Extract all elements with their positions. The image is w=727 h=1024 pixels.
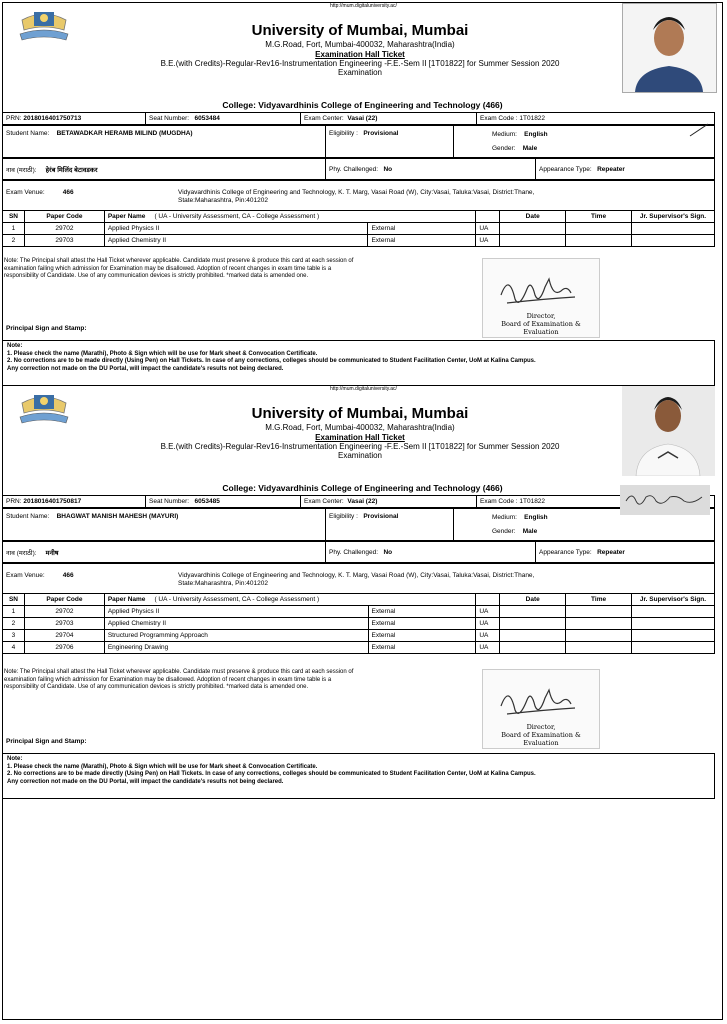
seat-number: 6053485 <box>194 498 220 505</box>
eligibility: Provisional <box>363 130 399 137</box>
student-photo <box>622 3 717 93</box>
course-line: B.E.(with Credits)-Regular-Rev16-Instrumentation Engineering -F.E.-Sem II [1T01822] for Summer Session 2020 <box>160 442 560 451</box>
note-3: Any correction not made on the DU Portal, will impact the candidate's results not being declared. <box>7 365 284 372</box>
college-name: College: Vidyavardhinis College of Engineering and Technology (466) <box>222 100 503 110</box>
marathi-row: नाव (मराठी): हेरंब मिलिंद बेटावडकर Phy. Challenged: No Appearance Type: Repeater <box>2 158 715 180</box>
student-signature-icon <box>620 118 710 148</box>
student-name: BETAWADKAR HERAMB MILIND (MUGDHA) <box>56 130 193 137</box>
student-row: Student Name: BETAWADKAR HERAMB MILIND (MUGDHA) Eligibility : Provisional Medium: English Gender: Male <box>2 125 715 158</box>
venue-state: State:Maharashtra, Pin:401202 <box>178 580 268 587</box>
appearance-type: Repeater <box>597 548 625 556</box>
medium: English <box>524 513 548 521</box>
signature-icon <box>483 670 599 730</box>
prn-value: 2018016401750817 <box>23 498 82 505</box>
exam-center: Vasai (22) <box>347 498 378 505</box>
phy-challenged: No <box>383 165 393 173</box>
university-logo-icon <box>16 389 72 427</box>
venue-code: 466 <box>62 189 74 196</box>
director-signature <box>482 258 600 338</box>
prn-row: PRN: 2018016401750713 Seat Number: 6053484 Exam Center: Vasai (22) Exam Code : 1T01822 <box>2 112 715 125</box>
university-logo-icon <box>16 6 72 44</box>
exam-center: Vasai (22) <box>347 115 378 122</box>
ticket-title: Examination Hall Ticket <box>315 433 405 442</box>
prn-value: 2018016401750713 <box>23 115 82 122</box>
marathi-name: मनीष <box>45 549 59 557</box>
gender: Male <box>522 527 538 535</box>
eligibility: Provisional <box>363 513 399 520</box>
university-address: M.G.Road, Fort, Mumbai-400032, Maharashtra(India) <box>265 40 455 49</box>
note-2: 2. No corrections are to be made directly (Using Pen) on Hall Tickets. In case of any corrections, colleges should be communicated to Student Facilitation Center, UoM at Kalina Campus. <box>7 358 536 364</box>
portal-url: http://mum.digitaluniversity.ac/ <box>330 3 397 9</box>
ticket-title: Examination Hall Ticket <box>315 50 405 59</box>
principal-sign-label: Principal Sign and Stamp: <box>6 738 87 745</box>
director-signature <box>482 669 600 749</box>
notes-box: Note: 1. Please check the name (Marathi), Photo & Sign which will be use for Mark sheet & Convocation Certificate. 2. No corrections are to be made directly (Using Pen) on Hall Tickets. In case of any corrections, colleges should be communicated to Student Facilitation Center, UoM at Kalina Campus. Any correction not made on the DU Portal, will impact the candidate's results not being declared. <box>2 340 715 386</box>
instructions: Note: The Principal shall attest the Hall Ticket wherever applicable. Candidate must preserve & produce this card at each session of examination failing which admission for Examination may be disallowed. Adoption of recent changes in exam time table is a responsibility of Candidate. Use of any communication devices is strictly prohibited. *marked data is amended one. <box>4 669 354 690</box>
venue-address: Vidyavardhinis College of Engineering and Technology, K. T. Marg, Vasai Road (W), City:Vasai, Taluka:Vasai, District:Thane, <box>178 189 535 196</box>
student-signature-icon <box>620 485 710 515</box>
notes-box: Note: 1. Please check the name (Marathi), Photo & Sign which will be use for Mark sheet & Convocation Certificate. 2. No corrections are to be made directly (Using Pen) on Hall Tickets. In case of any corrections, colleges should be communicated to Student Facilitation Center, UoM at Kalina Campus. Any correction not made on the DU Portal, will impact the candidate's results not being declared. <box>2 753 715 799</box>
note-2: 2. No corrections are to be made directly (Using Pen) on Hall Tickets. In case of any corrections, colleges should be communicated to Student Facilitation Center, UoM at Kalina Campus. <box>7 771 536 777</box>
table-row: 1 29702 Applied Physics II External UA <box>3 223 715 235</box>
student-photo <box>622 386 717 476</box>
venue-state: State:Maharashtra, Pin:401202 <box>178 197 268 204</box>
college-name: College: Vidyavardhinis College of Engineering and Technology (466) <box>222 483 503 493</box>
university-name: University of Mumbai, Mumbai <box>251 405 469 422</box>
table-row: 1 29702 Applied Physics II External UA <box>3 606 715 618</box>
papers-table <box>2 210 715 247</box>
university-name: University of Mumbai, Mumbai <box>251 22 469 39</box>
note-3: Any correction not made on the DU Portal, will impact the candidate's results not being declared. <box>7 778 284 785</box>
instructions: Note: The Principal shall attest the Hall Ticket wherever applicable. Candidate must preserve & produce this card at each session of examination failing which admission for Examination may be disallowed. Adoption of recent changes in exam time table is a responsibility of Candidate. Use of any communication devices is strictly prohibited. *marked data is amended one. <box>4 258 354 279</box>
table-row: 4 29706 Engineering Drawing External UA <box>3 642 715 654</box>
board-label: Board of Examination & Evaluation <box>501 731 581 747</box>
papers-table <box>2 593 715 654</box>
signature-icon <box>483 259 599 319</box>
seat-number: 6053484 <box>194 115 220 122</box>
appearance-type: Repeater <box>597 165 625 173</box>
venue-code: 466 <box>62 572 74 579</box>
venue-address: Vidyavardhinis College of Engineering and Technology, K. T. Marg, Vasai Road (W), City:Vasai, Taluka:Vasai, District:Thane, <box>178 572 535 579</box>
course-line: B.E.(with Credits)-Regular-Rev16-Instrumentation Engineering -F.E.-Sem II [1T01822] for Summer Session 2020 <box>160 59 560 68</box>
principal-sign-label: Principal Sign and Stamp: <box>6 325 87 332</box>
board-label: Board of Examination & Evaluation <box>501 320 581 336</box>
student-name: BHAGWAT MANISH MAHESH (MAYURI) <box>56 513 179 520</box>
marathi-row: नाव (मराठी): मनीष Phy. Challenged: No Appearance Type: Repeater <box>2 541 715 563</box>
course-line-2: Examination <box>337 451 383 460</box>
director-label: Director, <box>526 723 556 731</box>
table-row: 2 29703 Applied Chemistry II External UA <box>3 618 715 630</box>
venue-row: Exam Venue: 466 Vidyavardhinis College of Engineering and Technology, K. T. Marg, Vasai Road (W), City:Vasai, Taluka:Vasai, District:Thane, State:Maharashtra, Pin:401202 <box>2 563 715 593</box>
table-row: 2 29703 Applied Chemistry II External UA <box>3 235 715 247</box>
table-row: 3 29704 Structured Programming Approach External UA <box>3 630 715 642</box>
gender: Male <box>522 144 538 152</box>
medium: English <box>524 130 548 138</box>
venue-row: Exam Venue: 466 Vidyavardhinis College of Engineering and Technology, K. T. Marg, Vasai Road (W), City:Vasai, Taluka:Vasai, District:Thane, State:Maharashtra, Pin:401202 <box>2 180 715 210</box>
course-line-2: Examination <box>337 68 383 77</box>
portal-url: http://mum.digitaluniversity.ac/ <box>330 386 397 392</box>
exam-code: Exam Code : 1T01822 <box>476 496 714 507</box>
university-address: M.G.Road, Fort, Mumbai-400032, Maharashtra(India) <box>265 423 455 432</box>
phy-challenged: No <box>383 548 393 556</box>
director-label: Director, <box>526 312 556 320</box>
table-header-row: SN Paper Code Paper Name ( UA - University Assessment, CA - College Assessment ) Date Time Jr. Supervisor's Sign. <box>3 211 715 223</box>
note-1: 1. Please check the name (Marathi), Photo & Sign which will be use for Mark sheet & Convocation Certificate. <box>7 763 318 770</box>
prn-row: PRN: 2018016401750817 Seat Number: 6053485 Exam Center: Vasai (22) Exam Code : 1T01822 <box>2 495 715 508</box>
exam-code: Exam Code : 1T01822 <box>476 113 714 124</box>
table-header-row: SN Paper Code Paper Name ( UA - University Assessment, CA - College Assessment ) Date Time Jr. Supervisor's Sign. <box>3 594 715 606</box>
marathi-name: हेरंब मिलिंद बेटावडकर <box>45 166 98 174</box>
note-1: 1. Please check the name (Marathi), Photo & Sign which will be use for Mark sheet & Convocation Certificate. <box>7 350 318 357</box>
student-row: Student Name: BHAGWAT MANISH MAHESH (MAYURI) Eligibility : Provisional Medium: English Gender: Male <box>2 508 715 541</box>
